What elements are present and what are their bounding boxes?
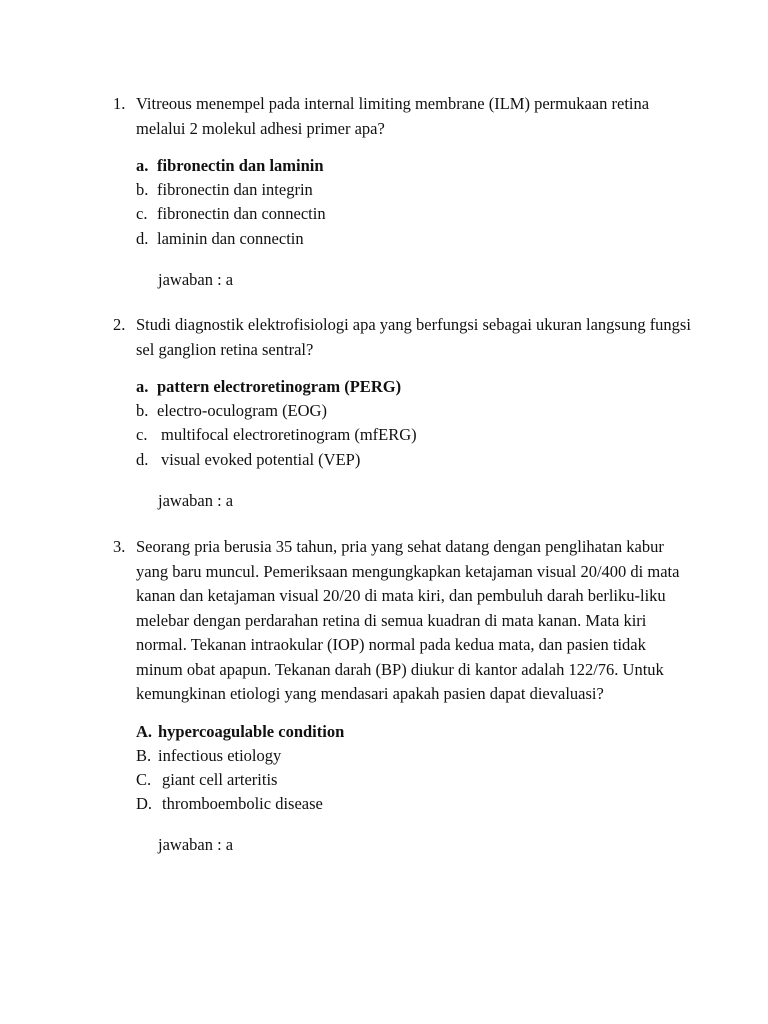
option-d (136, 792, 693, 816)
option-d (136, 448, 693, 472)
option-c (136, 202, 693, 226)
question-text: Seorang pria berusia 35 tahun, pria yang sehat datang dengan penglihatan kabur yang baru muncul. Pemeriksaan mengungkapkan ketajaman visual 20/400 di mata kanan dan ketajaman visual 20/20 di mata kiri, dan pembuluh darah berliku-liku melebar dengan perdarahan retina di semua kuadran di mata kanan. Mata kiri normal. Tekanan intraokular (IOP) normal pada kedua mata, dan pasien tidak minum obat apapun. Tekanan darah (BP) diukur di kantor adalah 122/76. Untuk kemungkinan etiologi yang mendasari apakah pasien dapat dievaluasi? (136, 537, 680, 703)
option-text: pattern electroretinogram (PERG) (157, 377, 402, 396)
options-list (136, 154, 693, 251)
option-b (136, 178, 693, 202)
answer-text: jawaban : a (158, 490, 234, 510)
options-list (136, 720, 693, 817)
option-text: thromboembolic disease (162, 794, 323, 814)
option-letter: d. (136, 228, 149, 248)
option-letter: c. (136, 425, 148, 445)
option-letter: b. (136, 180, 149, 200)
option-text: fibronectin dan integrin (157, 180, 313, 200)
option-text: laminin dan connectin (157, 228, 304, 248)
question-3-stem (113, 535, 693, 707)
option-a (136, 720, 693, 744)
question-number: 3. (113, 537, 126, 556)
option-letter: B. (136, 745, 152, 765)
option-b (136, 399, 693, 423)
option-text: electro-oculogram (EOG) (157, 401, 327, 421)
answer-text: jawaban : a (158, 835, 234, 855)
option-a (136, 154, 693, 178)
option-text: multifocal electroretinogram (mfERG) (161, 425, 417, 445)
option-letter: a. (136, 377, 149, 396)
question-2-stem (113, 313, 693, 362)
option-c (136, 423, 693, 447)
question-1 (113, 92, 693, 292)
question-2 (113, 313, 693, 513)
option-letter: a. (136, 156, 149, 175)
question-number: 2. (113, 315, 126, 334)
question-1-stem (113, 92, 693, 141)
option-letter: b. (136, 401, 149, 421)
option-text: visual evoked potential (VEP) (161, 449, 361, 469)
option-text: infectious etiology (158, 745, 282, 765)
option-text: fibronectin dan laminin (157, 156, 324, 175)
option-text: giant cell arteritis (162, 769, 278, 789)
question-number: 1. (113, 94, 126, 113)
option-letter: D. (136, 794, 153, 814)
option-c (136, 768, 693, 792)
answer-text: jawaban : a (158, 269, 234, 289)
question-text: Vitreous menempel pada internal limiting membrane (ILM) permukaan retina melalui 2 molekul adhesi primer apa? (136, 94, 650, 138)
options-list (136, 375, 693, 472)
option-a (136, 375, 693, 399)
option-text: fibronectin dan connectin (157, 204, 326, 224)
option-letter: C. (136, 769, 152, 789)
option-letter: A. (136, 721, 153, 741)
option-d (136, 227, 693, 251)
question-3 (113, 535, 693, 857)
option-letter: d. (136, 449, 149, 469)
option-text: hypercoagulable condition (158, 721, 345, 741)
question-text: Studi diagnostik elektrofisiologi apa yang berfungsi sebagai ukuran langsung fungsi sel ganglion retina sentral? (136, 315, 691, 359)
option-letter: c. (136, 204, 148, 224)
option-b (136, 744, 693, 768)
